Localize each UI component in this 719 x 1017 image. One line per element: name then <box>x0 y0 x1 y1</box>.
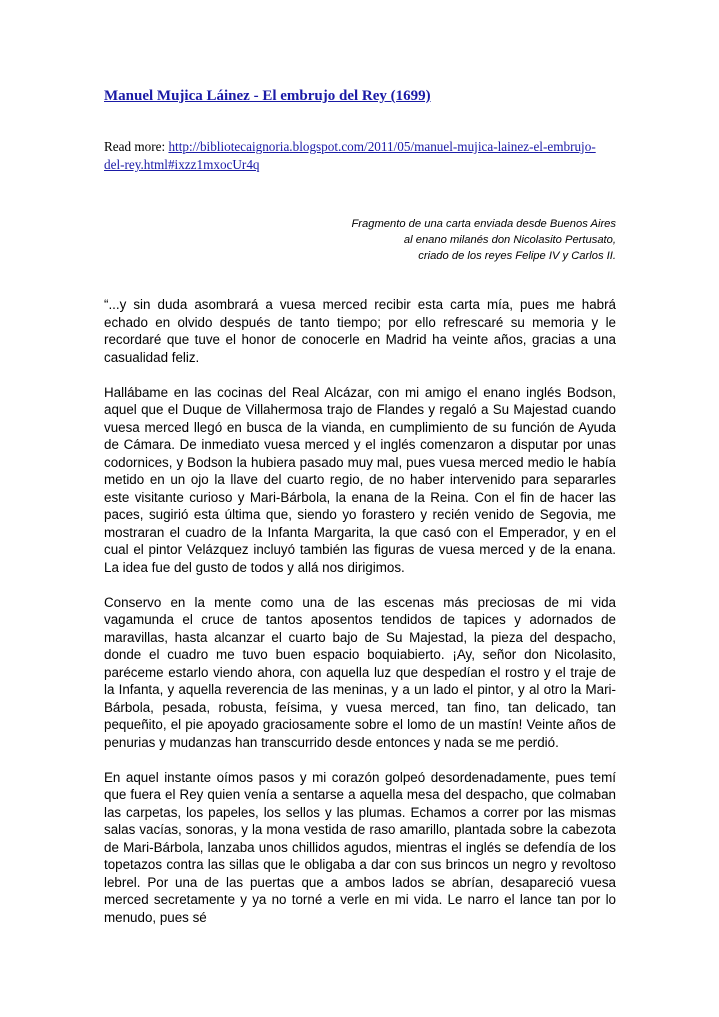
title-link[interactable]: Manuel Mujica Láinez - El embrujo del Rey (1699) <box>104 88 431 104</box>
read-more-link[interactable]: http://bibliotecaignoria.blogspot.com/2011/05/manuel-mujica-lainez-el-embrujo-del-rey.html#ixzz1mxocUr4q <box>104 139 596 172</box>
paragraph: Conservo en la mente como una de las escenas más preciosas de mi vida vagamunda el cruce de tantos aposentos tendidos de tapices y adornados de maravillas, hasta alcanzar el cuarto bajo de Su Majestad, la pieza del despacho, donde el cuadro me tuvo buen espacio boquiabierto. ¡Ay, señor don Nicolasito, paréceme estarlo viendo ahora, con aquella luz que despedían el rostro y el traje de la Infanta, y aquella reverencia de las meninas, y a un lado el pintor, y al otro la Mari-Bárbola, pesada, robusta, feísima, y vuesa merced, tan fino, tan delicado, tan pequeñito, el pie apoyado graciosamente sobre el lomo de un mastín! Veinte años de penurias y mudanzas han transcurrido desde entonces y nada se me perdió. <box>104 594 616 750</box>
epigraph-line: Fragmento de una carta enviada desde Buenos Aires <box>351 218 616 230</box>
read-more <box>104 138 616 174</box>
epigraph-line: al enano milanés don Nicolasito Pertusato, <box>403 234 616 246</box>
letter-body <box>104 296 616 944</box>
paragraph: “...y sin duda asombrará a vuesa merced recibir esta carta mía, pues me habrá echado en olvido después de tanto tiempo; por ello refrescaré su memoria y le recordaré que tuve el honor de conocerle en Madrid ha veinte años, gracias a una casualidad feliz. <box>104 297 616 365</box>
paragraph: Hallábame en las cocinas del Real Alcázar, con mi amigo el enano inglés Bodson, aquel que el Duque de Villahermosa trajo de Flandes y regaló a Su Majestad cuando vuesa merced llegó en busca de la vianda, en cumplimiento de su función de Ayuda de Cámara. De inmediato vuesa merced y el inglés comenzaron a disputar por unas codornices, y Bodson la hubiera pasado muy mal, pues vuesa merced medio le había metido en un ojo la llave del cuarto regio, de no haber intervenido para separarles este visitante curioso y Mari-Bárbola, la enana de la Reina. Con el fin de hacer las paces, sugirió esta última que, siendo yo forastero y recién venido de Segovia, me mostraran el cuadro de la Infanta Margarita, la que casó con el Emperador, y en el cual el pintor Velázquez incluyó también las figuras de vuesa merced y de la enana. La idea fue del gusto de todos y allá nos dirigimos. <box>104 384 616 575</box>
paragraph: En aquel instante oímos pasos y mi corazón golpeó desordenadamente, pues temí que fuera el Rey quien venía a sentarse a aquella mesa del despacho, que colmaban las carpetas, los papeles, los sellos y las plumas. Echamos a correr por las mismas salas vacías, sonoras, y la mona vestida de raso amarillo, plantada sobre la cabezota de Mari-Bárbola, lanzaba unos chillidos agudos, mientras el inglés se defendía de los topetazos contra las sillas que le obligaba a dar con sus brincos un negro y revoltoso lebrel. Por una de las puertas que a ambos lados se abrían, desapareció vuesa merced secretamente y ya no torné a verle en mi vida. Le narro el lance tan por lo menudo, pues sé <box>104 769 616 925</box>
epigraph <box>300 216 616 264</box>
epigraph-line: criado de los reyes Felipe IV y Carlos II. <box>418 250 616 262</box>
read-more-label: Read more: <box>104 139 169 154</box>
